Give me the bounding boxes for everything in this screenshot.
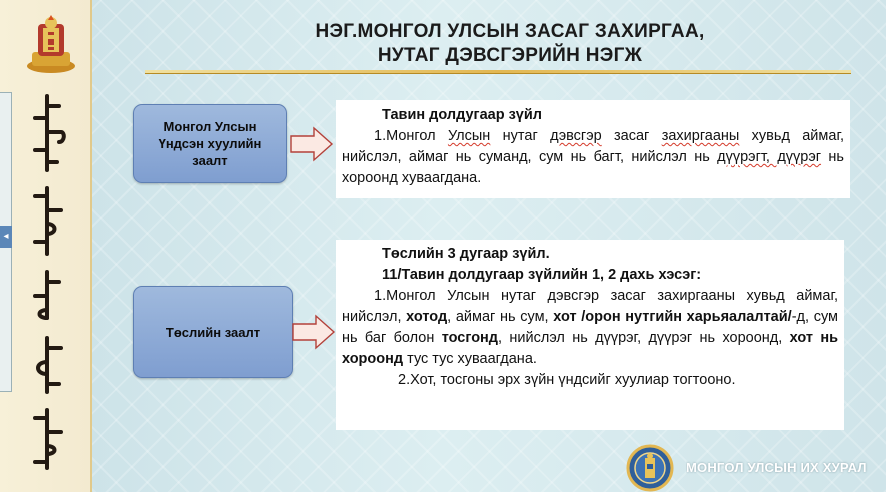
article-heading: Тавин долдугаар зүйл xyxy=(382,107,542,123)
draft-subheading: 11/Тавин долдугаар зүйлийн 1, 2 дахь хэсэг: xyxy=(382,267,702,283)
title-line-2: НУТАГ ДЭВСГЭРИЙН НЭГЖ xyxy=(377,45,643,66)
title-underline xyxy=(145,70,851,73)
text-span: хувьд аймаг, нийслэл, аймаг нь суманд, сум нь багт, нийслэл нь xyxy=(342,128,844,165)
expand-panel-icon[interactable]: ◂ xyxy=(0,226,12,248)
draft-paragraph-2: 2.Хот, тосгоны эрх зүйн үндсийг хуулиар тогтооно. xyxy=(398,372,736,388)
state-emblem-icon xyxy=(626,444,674,492)
text-span: хотод xyxy=(406,309,448,325)
constitution-clause-label xyxy=(133,104,287,183)
text-span: , аймаг нь сум, xyxy=(447,309,554,325)
mongolian-script-icon xyxy=(18,92,76,472)
label-text: Төслийн заалт xyxy=(165,324,261,340)
text-span: хот нь хороонд xyxy=(342,330,838,367)
label-line: Үндсэн хуулийн xyxy=(158,136,262,151)
left-decorative-band xyxy=(0,0,92,492)
text-span: дэвсгэр xyxy=(550,128,602,144)
article-text xyxy=(342,126,844,189)
text-span: нутаг xyxy=(490,128,551,144)
text-span: Улсын xyxy=(447,128,491,144)
draft-paragraph-1 xyxy=(342,286,838,370)
parliament-name: МОНГОЛ УЛСЫН ИХ ХУРАЛ xyxy=(686,460,867,475)
draft-clause-label xyxy=(133,286,293,378)
text-span: -д, сум нь баг болон xyxy=(342,309,839,346)
soyombo-emblem-icon xyxy=(24,14,78,76)
text-span: засаг xyxy=(601,128,662,144)
text-span: тус тус хуваагдана. xyxy=(403,351,537,367)
text-span: захиргааны xyxy=(661,128,740,144)
slide-title xyxy=(150,20,870,68)
constitution-text-panel xyxy=(336,100,850,198)
right-arrow-icon xyxy=(292,314,336,350)
text-span: 1.Монгол Улсын нутаг дэвсгэр засаг захиргааны хувьд аймаг, нийслэл, xyxy=(342,288,838,325)
draft-heading: Төслийн 3 дугаар зүйл. xyxy=(382,246,550,262)
draft-text-panel xyxy=(336,240,844,430)
text-span: 1.Монгол xyxy=(374,128,448,144)
text-span: дүүрэгт, дүүрэг xyxy=(717,149,822,165)
title-line-1: НЭГ.МОНГОЛ УЛСЫН ЗАСАГ ЗАХИРГАА, xyxy=(315,21,705,42)
text-span: , нийслэл нь дүүрэг, дүүрэг нь хороонд, xyxy=(498,330,790,346)
text-span: тосгонд xyxy=(441,330,499,346)
text-span: хот /орон нутгийн харьяалалтай/ xyxy=(553,309,792,325)
text-span: нь хороонд хуваагдана. xyxy=(342,149,844,186)
label-line: Монгол Улсын xyxy=(163,119,257,134)
label-line: заалт xyxy=(192,153,228,168)
right-arrow-icon xyxy=(290,126,334,162)
